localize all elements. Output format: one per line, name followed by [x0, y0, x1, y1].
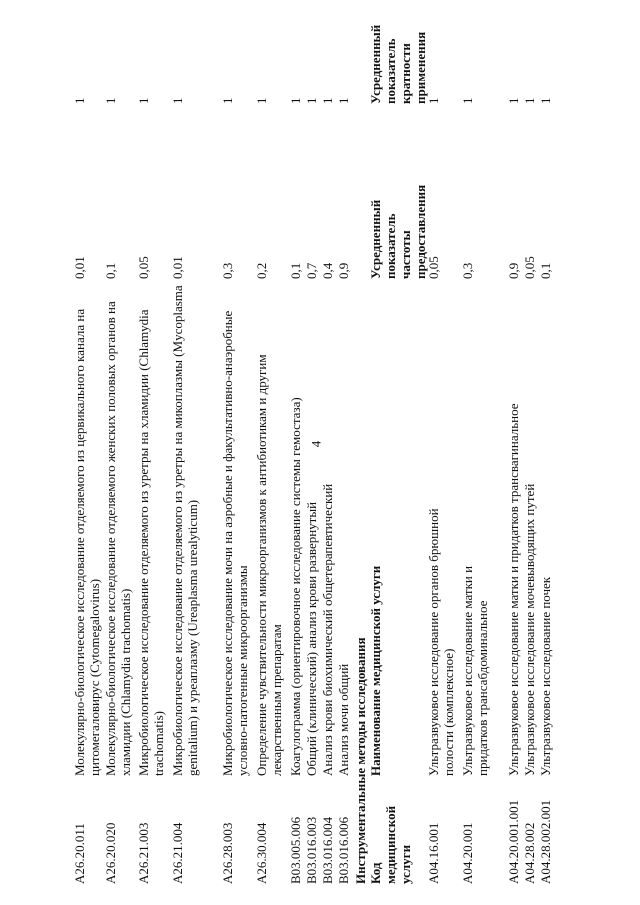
service-name: Определение чувствительности микроорганизмов к антибиотикам и другим лекарственным препаратам — [254, 354, 284, 776]
service-code: A04.28.002 — [522, 822, 537, 884]
multiplicity-value: 1 — [220, 97, 235, 104]
rotated-table — [72, 4, 553, 884]
multiplicity-value: 1 — [254, 97, 269, 104]
frequency-value: 0,3 — [220, 262, 235, 279]
multiplicity-value: 1 — [304, 97, 319, 104]
frequency-value: 0,05 — [522, 256, 537, 279]
service-name: Молекулярно-биологическое исследование отделяемого женских половых органов на хламидии (Chlamydia trachomatis) — [103, 301, 133, 776]
service-name: Общий (клинический) анализ крови развернутый — [304, 501, 319, 776]
frequency-value: 0,2 — [254, 262, 269, 279]
service-name: Микробиологическое исследование мочи на аэробные и факультативно-анаэробные условно-патогенные микроорганизмы — [220, 310, 250, 776]
service-code: B03.005.006 — [288, 816, 303, 884]
service-name: Молекулярно-биологическое исследование отделяемого из цервикального канала на цитомегаловирус (Cytomegalovirus) — [72, 308, 102, 776]
frequency-value: 0,01 — [72, 256, 87, 279]
service-code: A26.21.003 — [136, 822, 151, 884]
service-name: Анализ мочи общий — [336, 663, 351, 776]
multiplicity-value: 1 — [426, 97, 441, 104]
service-name: Анализ крови биохимический общетерапевтический — [320, 483, 335, 776]
service-code: A04.20.001.001 — [506, 799, 521, 884]
frequency-value: 0,1 — [538, 262, 553, 279]
frequency-value: 0,01 — [170, 256, 185, 279]
service-name: Ультразвуковое исследование почек — [538, 576, 553, 776]
multiplicity-value: 1 — [522, 97, 537, 104]
frequency-value: 0,05 — [426, 256, 441, 279]
multiplicity-value: 1 — [170, 97, 185, 104]
frequency-value: 0,9 — [336, 262, 351, 279]
service-code: A26.28.003 — [220, 822, 235, 884]
frequency-value: 0,1 — [288, 262, 303, 279]
service-code: A04.20.001 — [460, 822, 475, 884]
multiplicity-value: 1 — [320, 97, 335, 104]
service-name: Ультразвуковое исследование матки и придатков трансабдоминальное — [460, 565, 490, 776]
header-name: Наименование медицинской услуги — [368, 565, 383, 776]
service-code: B03.016.006 — [336, 816, 351, 884]
service-name: Микробиологическое исследование отделяемого из уретры на хламидии (Chlamydia trachomatis) — [136, 309, 166, 776]
header-code: Код медицинской услуги — [368, 805, 413, 884]
frequency-value: 0,05 — [136, 256, 151, 279]
service-name: Ультразвуковое исследование органов брюшной полости (комплексное) — [426, 508, 456, 776]
service-name: Коагулограмма (ориентировочное исследование системы гемостаза) — [288, 397, 303, 776]
frequency-value: 0,4 — [320, 262, 335, 279]
multiplicity-value: 1 — [460, 97, 475, 104]
service-code: A26.30.004 — [254, 822, 269, 884]
header-frequency: Усредненный показатель частоты предоставления — [368, 184, 428, 279]
service-code: A26.20.011 — [72, 823, 87, 884]
service-code: B03.016.003 — [304, 816, 319, 884]
section-title: Инструментальные методы исследования — [353, 637, 368, 884]
frequency-value: 0,7 — [304, 262, 319, 279]
multiplicity-value: 1 — [103, 97, 118, 104]
frequency-value: 0,3 — [460, 262, 475, 279]
service-code: A04.16.001 — [426, 822, 441, 884]
frequency-value: 0,9 — [506, 262, 521, 279]
service-code: A26.20.020 — [103, 822, 118, 884]
multiplicity-value: 1 — [336, 97, 351, 104]
page-number: 4 — [308, 440, 324, 448]
service-name: Ультразвуковое исследование матки и придатков трансвагинальное — [506, 403, 521, 776]
multiplicity-value: 1 — [288, 97, 303, 104]
service-name: Ультразвуковое исследование мочевыводящих путей — [522, 483, 537, 776]
service-code: A26.21.004 — [170, 822, 185, 884]
multiplicity-value: 1 — [538, 97, 553, 104]
multiplicity-value: 1 — [72, 97, 87, 104]
multiplicity-value: 1 — [506, 97, 521, 104]
service-code: A04.28.002.001 — [538, 799, 553, 884]
header-multiplicity: Усредненный показатель кратности применения — [368, 24, 428, 104]
service-code: B03.016.004 — [320, 816, 335, 884]
service-name: Микробиологическое исследование отделяемого из уретры на микоплазмы (Mycoplasma genitalium) и уреаплазму (Ureaplasma urealyticum) — [170, 285, 200, 776]
frequency-value: 0,1 — [103, 262, 118, 279]
multiplicity-value: 1 — [136, 97, 151, 104]
